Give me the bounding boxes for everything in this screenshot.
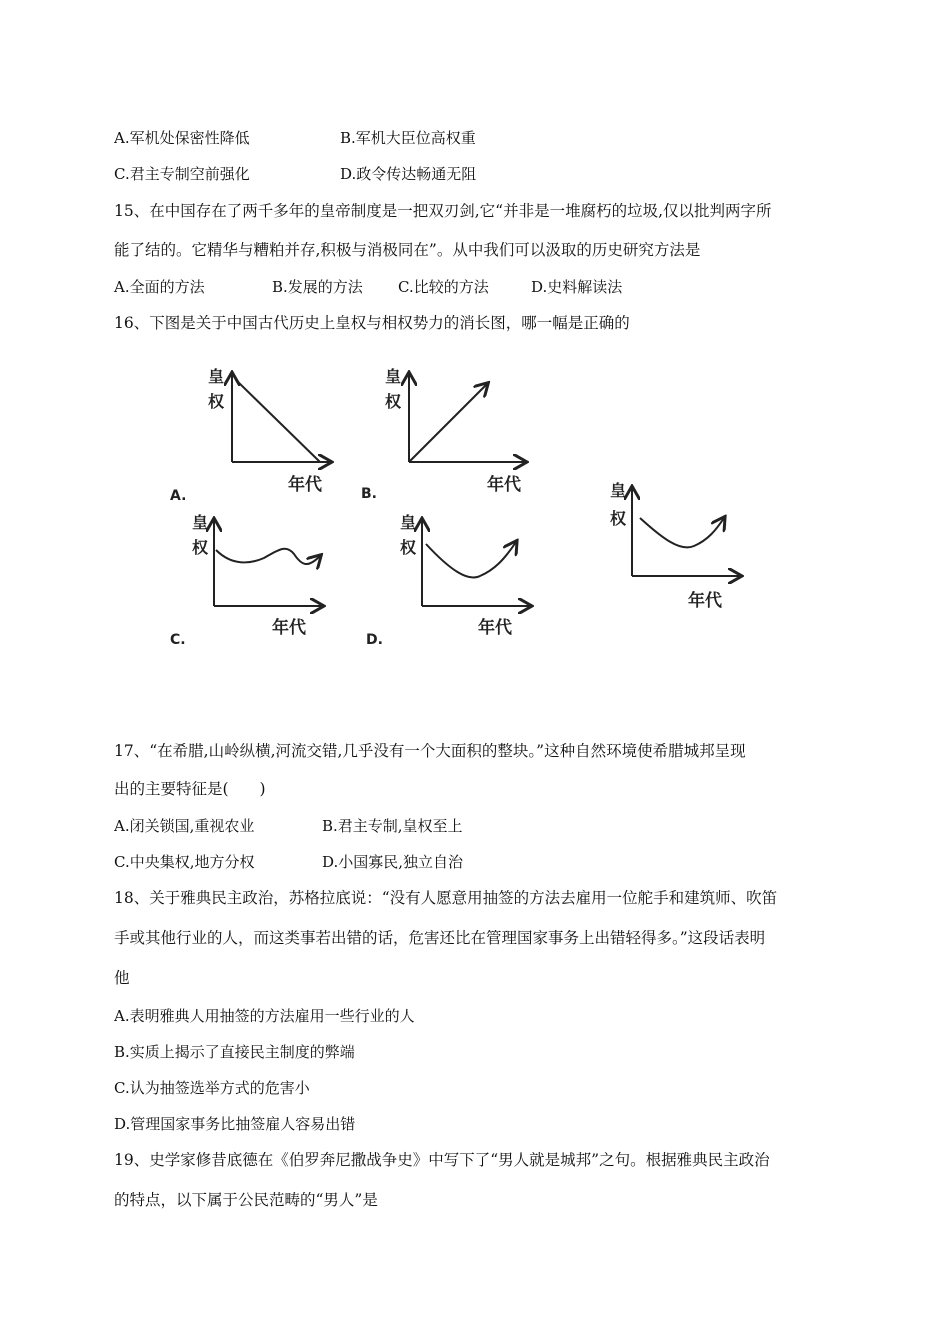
graph-letter-b: B. [361,486,377,502]
graph-e [600,476,750,616]
graph-letter-d: D. [366,632,383,648]
q14-option-b: B.军机大臣位高权重 [340,129,476,147]
graph-c [160,508,360,650]
q14-option-c: C.君主专制空前强化 [114,165,250,183]
y-label-huang: 皇 [208,367,225,386]
q16-stem: 16、下图是关于中国古代历史上皇权与相权势力的消长图，哪一幅是正确的 [114,314,630,332]
q17-option-b: B.君主专制,皇权至上 [322,817,463,835]
graph-d [360,508,540,650]
q18-option-a: A.表明雅典人用抽签的方法雇用一些行业的人 [114,1007,415,1025]
y-label-quan: 权 [610,509,627,528]
q18-stem-line1: 18、关于雅典民主政治，苏格拉底说：“没有人愿意用抽签的方法去雇用一位舵手和建筑师、吹笛 [114,889,778,907]
q15-stem-line1: 15、在中国存在了两千多年的皇帝制度是一把双刃剑,它“并非是一堆腐朽的垃圾,仅以批判两字所 [114,202,772,220]
graph-a [160,362,360,507]
y-label-quan: 权 [385,392,402,411]
y-label-quan: 权 [208,392,225,411]
x-label: 年代 [487,475,521,495]
y-label-quan: 权 [192,538,209,557]
q17-option-a: A.闭关锁国,重视农业 [114,817,255,835]
q15-option-d: D.史料解读法 [531,278,623,296]
q18-option-b: B.实质上揭示了直接民主制度的弊端 [114,1043,355,1061]
graph-letter-c: C. [170,632,186,648]
q15-option-b: B.发展的方法 [272,278,363,296]
q17-stem-line2: 出的主要特征是( ) [114,780,266,798]
q19-stem-line1: 19、史学家修昔底德在《伯罗奔尼撒战争史》中写下了“男人就是城邦”之句。根据雅典民主政治 [114,1151,770,1169]
x-label: 年代 [272,618,306,638]
q14-option-d: D.政令传达畅通无阻 [340,165,477,183]
q15-stem-line2: 能了结的。它精华与糟粕并存,积极与消极同在”。从中我们可以汲取的历史研究方法是 [114,241,701,259]
y-label-huang: 皇 [610,481,627,500]
q14-option-a: A.军机处保密性降低 [114,129,250,147]
x-label: 年代 [478,618,512,638]
q18-option-d: D.管理国家事务比抽签雇人容易出错 [114,1115,356,1133]
y-label-huang: 皇 [385,367,402,386]
q19-stem-line2: 的特点，以下属于公民范畴的“男人”是 [114,1191,378,1209]
y-label-huang: 皇 [400,513,417,532]
x-label: 年代 [288,475,322,495]
graph-letter-a: A. [170,488,187,504]
x-label: 年代 [688,591,722,611]
graph-b [355,362,555,507]
y-label-huang: 皇 [192,513,209,532]
y-label-quan: 权 [400,538,417,557]
q17-option-d: D.小国寡民,独立自治 [322,853,464,871]
q18-option-c: C.认为抽签选举方式的危害小 [114,1079,310,1097]
q17-stem-line1: 17、“在希腊,山岭纵横,河流交错,几乎没有一个大面积的整块。”这种自然环境使希腊城邦呈现 [114,742,746,760]
q18-stem-line2: 手或其他行业的人，而这类事若出错的话，危害还比在管理国家事务上出错轻得多。”这段话表明 [114,929,766,947]
q15-option-c: C.比较的方法 [398,278,489,296]
q15-option-a: A.全面的方法 [114,278,205,296]
q17-option-c: C.中央集权,地方分权 [114,853,255,871]
q18-stem-line3: 他 [114,969,130,987]
